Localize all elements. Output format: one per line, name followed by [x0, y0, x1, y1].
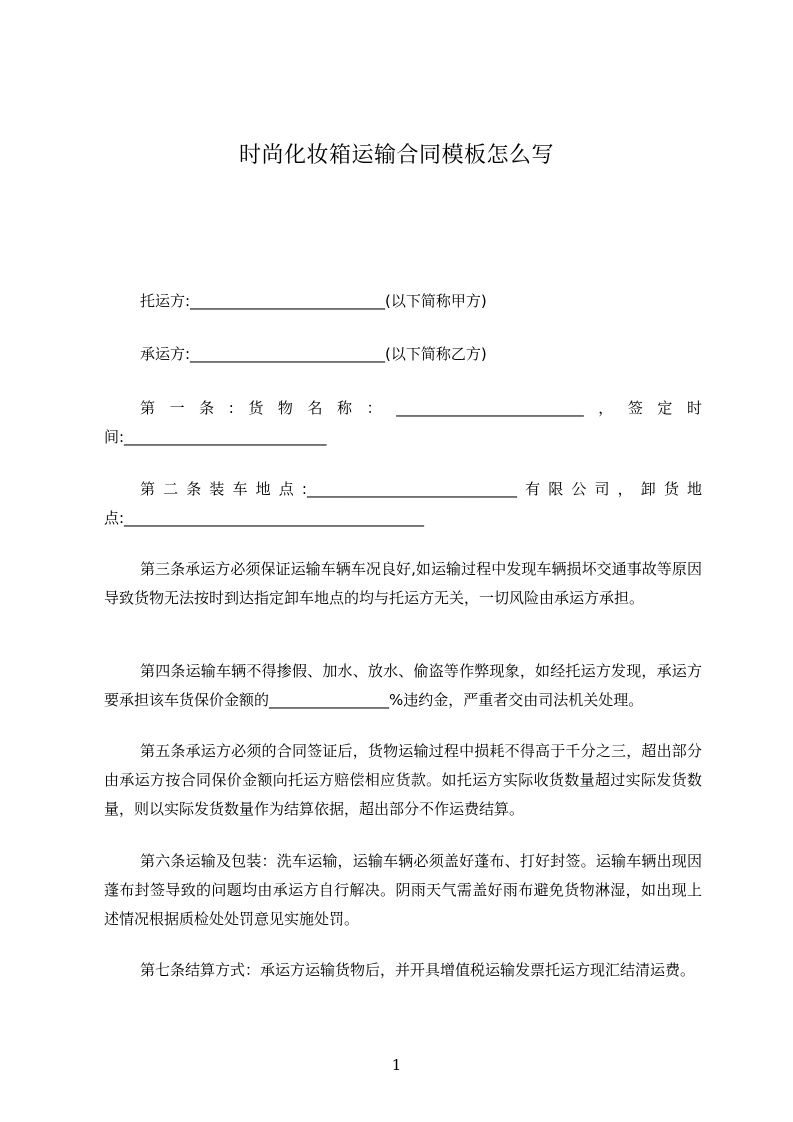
page-number: 1 — [391, 1056, 402, 1074]
clause-shipper: 托运方:__________________________(以下简称甲方) — [140, 292, 487, 310]
document-title: 时尚化妆箱运输合同模板怎么写 — [238, 143, 554, 168]
clause-carrier: 承运方:__________________________(以下简称乙方) — [140, 345, 487, 363]
clause-article-7: 第七条结算方式：承运方运输货物后，并开具增值税运输发票托运方现汇结清运费。 — [140, 961, 696, 979]
clause-article-1: 第一条:货物名称：_________________________，签定时间:___________________________ — [104, 399, 702, 446]
clause-article-2: 第二条装车地点:____________________________有限公司，卸货地点:________________________________________ — [104, 480, 702, 527]
clause-article-3: 第三条承运方必须保证运输车辆车况良好,如运输过程中发现车辆损坏交通事故等原因导致货物无法按时到达指定卸车地点的均与托运方无关，一切风险由承运方承担。 — [104, 560, 702, 607]
clause-article-5: 第五条承运方必须的合同签证后，货物运输过程中损耗不得高于千分之三，超出部分由承运方按合同保价金额向托运方赔偿相应货款。如托运方实际收货数量超过实际发货数量，则以实际发货数量作为结算依据，超出部分不作运费结算。 — [104, 742, 702, 818]
clause-article-4: 第四条运输车辆不得掺假、加水、放水、偷盗等作弊现象，如经托运方发现，承运方要承担该车货保价金额的________________%违约金，严重者交由司法机关处理。 — [104, 662, 702, 709]
clause-article-6: 第六条运输及包装：洗车运输，运输车辆必须盖好蓬布、打好封签。运输车辆出现因蓬布封签导致的问题均由承运方自行解决。阴雨天气需盖好雨布避免货物淋湿，如出现上述情况根据质检处处罚意见实施处罚。 — [104, 852, 702, 928]
